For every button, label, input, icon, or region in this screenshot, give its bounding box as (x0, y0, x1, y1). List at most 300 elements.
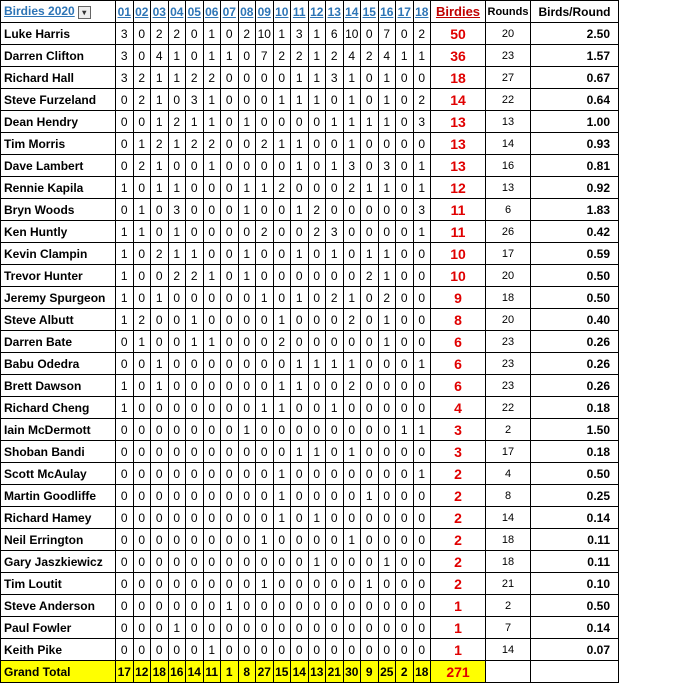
hole-count: 0 (221, 243, 239, 265)
player-name: Keith Pike (1, 639, 116, 661)
hole-header-05[interactable]: 05 (186, 1, 204, 23)
hole-header-11[interactable]: 11 (291, 1, 309, 23)
hole-count: 1 (378, 177, 396, 199)
hole-count: 0 (273, 155, 291, 177)
hole-count: 0 (133, 573, 151, 595)
hole-count: 0 (361, 133, 379, 155)
hole-count: 0 (326, 177, 344, 199)
hole-header-18[interactable]: 18 (413, 1, 431, 23)
hole-total: 9 (361, 661, 379, 683)
hole-count: 0 (256, 617, 274, 639)
hole-count: 0 (343, 573, 361, 595)
hole-count: 0 (361, 595, 379, 617)
hole-count: 0 (221, 265, 239, 287)
hole-count: 1 (291, 353, 309, 375)
birdies-total: 2 (431, 551, 486, 573)
hole-count: 0 (396, 529, 414, 551)
birds-per-round: 0.93 (531, 133, 619, 155)
table-row (1, 67, 619, 89)
birds-per-round: 0.59 (531, 243, 619, 265)
hole-header-09[interactable]: 09 (256, 1, 274, 23)
hole-count: 0 (413, 529, 431, 551)
birdies-grand-total: 271 (431, 661, 486, 683)
hole-count: 0 (116, 331, 134, 353)
hole-count: 1 (203, 155, 221, 177)
hole-count: 1 (151, 287, 169, 309)
hole-count: 7 (256, 45, 274, 67)
birdies-total: 2 (431, 507, 486, 529)
hole-count: 0 (221, 353, 239, 375)
hole-count: 0 (413, 397, 431, 419)
hole-count: 0 (413, 485, 431, 507)
hole-count: 0 (256, 353, 274, 375)
rounds-count: 13 (486, 177, 531, 199)
hole-count: 2 (186, 133, 204, 155)
hole-count: 3 (291, 23, 309, 45)
rounds-count: 22 (486, 397, 531, 419)
hole-count: 0 (326, 573, 344, 595)
hole-count: 1 (343, 353, 361, 375)
hole-header-15[interactable]: 15 (361, 1, 379, 23)
hole-count: 1 (308, 551, 326, 573)
hole-count: 1 (273, 309, 291, 331)
hole-count: 1 (413, 353, 431, 375)
hole-count: 0 (273, 617, 291, 639)
hole-count: 0 (308, 309, 326, 331)
birds-per-round: 0.10 (531, 573, 619, 595)
hole-count: 1 (168, 67, 186, 89)
player-name: Iain McDermott (1, 419, 116, 441)
hole-count: 0 (238, 45, 256, 67)
hole-count: 1 (186, 331, 204, 353)
hole-count: 0 (273, 419, 291, 441)
hole-count: 1 (378, 309, 396, 331)
rounds-count: 26 (486, 221, 531, 243)
hole-total: 14 (186, 661, 204, 683)
hole-count: 0 (133, 485, 151, 507)
rounds-count: 7 (486, 617, 531, 639)
hole-count: 0 (256, 639, 274, 661)
hole-count: 0 (238, 397, 256, 419)
birdies-total: 2 (431, 463, 486, 485)
hole-count: 0 (256, 309, 274, 331)
birds-per-round: 0.50 (531, 265, 619, 287)
hole-count: 1 (308, 507, 326, 529)
hole-count: 0 (308, 419, 326, 441)
hole-count: 0 (343, 331, 361, 353)
hole-count: 0 (133, 529, 151, 551)
hole-count: 0 (256, 419, 274, 441)
hole-header-01[interactable]: 01 (116, 1, 134, 23)
hole-count: 0 (361, 529, 379, 551)
hole-header-06[interactable]: 06 (203, 1, 221, 23)
hole-count: 1 (238, 177, 256, 199)
hole-count: 0 (221, 199, 239, 221)
empty-cell (486, 661, 531, 683)
hole-count: 2 (378, 287, 396, 309)
hole-count: 0 (291, 111, 309, 133)
hole-count: 1 (256, 287, 274, 309)
hole-count: 0 (116, 485, 134, 507)
hole-count: 0 (308, 463, 326, 485)
hole-count: 0 (343, 617, 361, 639)
rounds-count: 23 (486, 331, 531, 353)
hole-header-03[interactable]: 03 (151, 1, 169, 23)
hole-count: 0 (168, 419, 186, 441)
hole-count: 0 (343, 221, 361, 243)
grand-total-label: Grand Total (1, 661, 116, 683)
table-title-cell[interactable] (1, 1, 116, 23)
hole-count: 1 (291, 133, 309, 155)
birds-per-round: 0.18 (531, 397, 619, 419)
hole-count: 0 (116, 463, 134, 485)
hole-count: 1 (238, 419, 256, 441)
hole-count: 0 (396, 221, 414, 243)
hole-count: 0 (256, 243, 274, 265)
hole-count: 0 (151, 595, 169, 617)
hole-count: 0 (116, 573, 134, 595)
hole-count: 0 (291, 265, 309, 287)
hole-count: 0 (203, 551, 221, 573)
hole-count: 0 (256, 155, 274, 177)
hole-count: 0 (413, 595, 431, 617)
hole-count: 1 (116, 397, 134, 419)
hole-count: 0 (413, 375, 431, 397)
hole-count: 1 (256, 573, 274, 595)
hole-count: 0 (396, 375, 414, 397)
hole-count: 0 (116, 133, 134, 155)
hole-count: 0 (151, 397, 169, 419)
birds-per-round: 0.26 (531, 353, 619, 375)
hole-total: 13 (308, 661, 326, 683)
hole-count: 0 (238, 529, 256, 551)
hole-count: 1 (256, 177, 274, 199)
player-name: Kevin Clampin (1, 243, 116, 265)
birdies-total: 13 (431, 133, 486, 155)
rounds-count: 14 (486, 507, 531, 529)
birdies-total: 13 (431, 111, 486, 133)
hole-count: 1 (116, 221, 134, 243)
hole-header-12[interactable]: 12 (308, 1, 326, 23)
hole-count: 1 (168, 177, 186, 199)
hole-count: 0 (396, 287, 414, 309)
hole-count: 0 (116, 155, 134, 177)
hole-count: 0 (413, 331, 431, 353)
hole-count: 0 (186, 639, 204, 661)
hole-total: 30 (343, 661, 361, 683)
player-name: Richard Hamey (1, 507, 116, 529)
hole-count: 2 (238, 23, 256, 45)
hole-count: 1 (308, 45, 326, 67)
hole-count: 0 (186, 375, 204, 397)
hole-count: 0 (291, 331, 309, 353)
hole-count: 0 (308, 573, 326, 595)
filter-dropdown-icon[interactable]: ▾ (78, 6, 91, 19)
hole-count: 0 (133, 617, 151, 639)
rounds-count: 14 (486, 639, 531, 661)
hole-count: 1 (151, 67, 169, 89)
hole-count: 1 (343, 133, 361, 155)
table-row (1, 45, 619, 67)
hole-count: 0 (308, 243, 326, 265)
hole-count: 1 (116, 177, 134, 199)
hole-count: 0 (151, 573, 169, 595)
hole-count: 0 (378, 595, 396, 617)
hole-count: 0 (168, 507, 186, 529)
birds-per-round: 0.11 (531, 529, 619, 551)
hole-count: 0 (186, 529, 204, 551)
birdies-total: 11 (431, 199, 486, 221)
hole-count: 0 (186, 353, 204, 375)
hole-count: 1 (413, 221, 431, 243)
hole-total: 12 (133, 661, 151, 683)
hole-count: 1 (343, 441, 361, 463)
birds-per-round: 0.50 (531, 595, 619, 617)
hole-count: 0 (203, 375, 221, 397)
hole-count: 0 (168, 89, 186, 111)
birds-per-round: 0.67 (531, 67, 619, 89)
player-name: Ken Huntly (1, 221, 116, 243)
hole-count: 0 (343, 463, 361, 485)
hole-count: 0 (308, 639, 326, 661)
hole-count: 0 (308, 331, 326, 353)
hole-count: 4 (151, 45, 169, 67)
hole-count: 0 (291, 397, 309, 419)
hole-count: 0 (413, 265, 431, 287)
table-row (1, 617, 619, 639)
hole-count: 0 (396, 331, 414, 353)
hole-count: 0 (151, 441, 169, 463)
hole-header-08[interactable]: 08 (238, 1, 256, 23)
hole-count: 0 (203, 507, 221, 529)
hole-count: 0 (396, 199, 414, 221)
hole-count: 2 (343, 375, 361, 397)
hole-count: 0 (203, 617, 221, 639)
hole-count: 0 (168, 485, 186, 507)
hole-count: 2 (151, 23, 169, 45)
hole-count: 2 (168, 265, 186, 287)
table-row (1, 529, 619, 551)
hole-count: 2 (133, 89, 151, 111)
hole-count: 0 (273, 353, 291, 375)
birdies-total: 50 (431, 23, 486, 45)
hole-count: 0 (221, 419, 239, 441)
hole-count: 3 (186, 89, 204, 111)
hole-count: 3 (116, 23, 134, 45)
hole-count: 3 (413, 199, 431, 221)
hole-count: 0 (238, 463, 256, 485)
hole-count: 1 (291, 199, 309, 221)
hole-count: 1 (273, 23, 291, 45)
hole-count: 0 (151, 419, 169, 441)
hole-count: 0 (396, 353, 414, 375)
hole-count: 0 (273, 199, 291, 221)
hole-count: 1 (221, 595, 239, 617)
hole-header-17[interactable]: 17 (396, 1, 414, 23)
table-row (1, 23, 619, 45)
hole-count: 1 (308, 441, 326, 463)
hole-count: 0 (396, 89, 414, 111)
hole-count: 0 (238, 595, 256, 617)
hole-count: 0 (396, 397, 414, 419)
hole-count: 1 (378, 243, 396, 265)
hole-count: 0 (343, 419, 361, 441)
hole-count: 0 (413, 287, 431, 309)
hole-count: 0 (273, 573, 291, 595)
hole-header-16[interactable]: 16 (378, 1, 396, 23)
hole-count: 0 (116, 111, 134, 133)
header-row (1, 1, 619, 23)
hole-count: 0 (308, 133, 326, 155)
hole-header-13[interactable]: 13 (326, 1, 344, 23)
birdies-total: 3 (431, 441, 486, 463)
hole-count: 0 (326, 265, 344, 287)
hole-count: 0 (151, 617, 169, 639)
hole-count: 0 (343, 485, 361, 507)
hole-count: 0 (186, 507, 204, 529)
hole-count: 0 (151, 507, 169, 529)
hole-count: 0 (116, 595, 134, 617)
hole-count: 1 (291, 155, 309, 177)
hole-count: 3 (343, 155, 361, 177)
hole-count: 0 (326, 133, 344, 155)
hole-count: 0 (308, 485, 326, 507)
hole-count: 0 (378, 419, 396, 441)
rounds-count: 22 (486, 89, 531, 111)
hole-count: 1 (326, 353, 344, 375)
hole-count: 0 (326, 331, 344, 353)
hole-count: 1 (273, 463, 291, 485)
hole-count: 0 (151, 551, 169, 573)
birdies-total: 6 (431, 331, 486, 353)
table-row (1, 639, 619, 661)
birds-per-round: 0.40 (531, 309, 619, 331)
rounds-count: 23 (486, 353, 531, 375)
hole-count: 1 (203, 331, 221, 353)
hole-count: 0 (343, 551, 361, 573)
hole-count: 0 (291, 177, 309, 199)
player-name: Darren Bate (1, 331, 116, 353)
hole-count: 0 (291, 617, 309, 639)
hole-count: 1 (238, 111, 256, 133)
hole-count: 2 (273, 45, 291, 67)
hole-header-14[interactable]: 14 (343, 1, 361, 23)
hole-count: 0 (221, 617, 239, 639)
hole-count: 0 (256, 375, 274, 397)
table-row (1, 243, 619, 265)
hole-count: 0 (151, 309, 169, 331)
hole-count: 1 (378, 265, 396, 287)
hole-count: 0 (291, 485, 309, 507)
hole-count: 0 (186, 177, 204, 199)
hole-header-10[interactable]: 10 (273, 1, 291, 23)
table-row (1, 133, 619, 155)
hole-count: 1 (151, 353, 169, 375)
hole-count: 2 (326, 287, 344, 309)
player-name: Steve Furzeland (1, 89, 116, 111)
hole-count: 1 (203, 265, 221, 287)
hole-count: 2 (168, 23, 186, 45)
hole-count: 0 (378, 529, 396, 551)
hole-count: 0 (256, 67, 274, 89)
rounds-count: 13 (486, 111, 531, 133)
hole-header-07[interactable]: 07 (221, 1, 239, 23)
hole-count: 2 (273, 331, 291, 353)
hole-count: 0 (256, 89, 274, 111)
hole-count: 1 (308, 23, 326, 45)
hole-count: 0 (168, 441, 186, 463)
birdies-total: 6 (431, 353, 486, 375)
table-row (1, 331, 619, 353)
hole-count: 0 (396, 265, 414, 287)
hole-count: 0 (238, 375, 256, 397)
hole-count: 1 (238, 199, 256, 221)
table-row (1, 595, 619, 617)
rounds-count: 17 (486, 441, 531, 463)
hole-count: 1 (343, 89, 361, 111)
player-name: Trevor Hunter (1, 265, 116, 287)
hole-count: 0 (151, 199, 169, 221)
hole-count: 0 (291, 595, 309, 617)
hole-count: 1 (116, 265, 134, 287)
hole-count: 10 (256, 23, 274, 45)
hole-count: 0 (396, 441, 414, 463)
hole-count: 0 (378, 441, 396, 463)
table-row (1, 199, 619, 221)
hole-count: 0 (361, 309, 379, 331)
birds-per-round: 0.64 (531, 89, 619, 111)
hole-count: 0 (413, 573, 431, 595)
hole-count: 0 (396, 111, 414, 133)
hole-count: 0 (133, 507, 151, 529)
birds-per-round: 0.07 (531, 639, 619, 661)
hole-count: 0 (238, 155, 256, 177)
hole-header-04[interactable]: 04 (168, 1, 186, 23)
hole-count: 0 (221, 133, 239, 155)
hole-count: 1 (326, 111, 344, 133)
hole-count: 1 (133, 331, 151, 353)
hole-count: 0 (361, 23, 379, 45)
hole-count: 0 (238, 551, 256, 573)
hole-count: 0 (186, 221, 204, 243)
hole-count: 0 (273, 111, 291, 133)
player-name: Rennie Kapila (1, 177, 116, 199)
hole-count: 0 (238, 287, 256, 309)
hole-total: 21 (326, 661, 344, 683)
hole-count: 1 (378, 111, 396, 133)
hole-count: 0 (291, 221, 309, 243)
hole-count: 0 (291, 573, 309, 595)
hole-count: 0 (396, 23, 414, 45)
table-row (1, 441, 619, 463)
hole-count: 0 (186, 397, 204, 419)
hole-count: 0 (238, 133, 256, 155)
hole-header-02[interactable]: 02 (133, 1, 151, 23)
hole-total: 18 (413, 661, 431, 683)
hole-count: 0 (133, 463, 151, 485)
hole-count: 0 (308, 595, 326, 617)
hole-count: 0 (221, 375, 239, 397)
hole-total: 8 (238, 661, 256, 683)
rounds-count: 2 (486, 419, 531, 441)
hole-count: 0 (203, 529, 221, 551)
hole-count: 0 (133, 111, 151, 133)
hole-count: 0 (326, 463, 344, 485)
hole-count: 0 (273, 287, 291, 309)
hole-count: 0 (273, 265, 291, 287)
hole-count: 1 (291, 67, 309, 89)
hole-count: 0 (396, 309, 414, 331)
